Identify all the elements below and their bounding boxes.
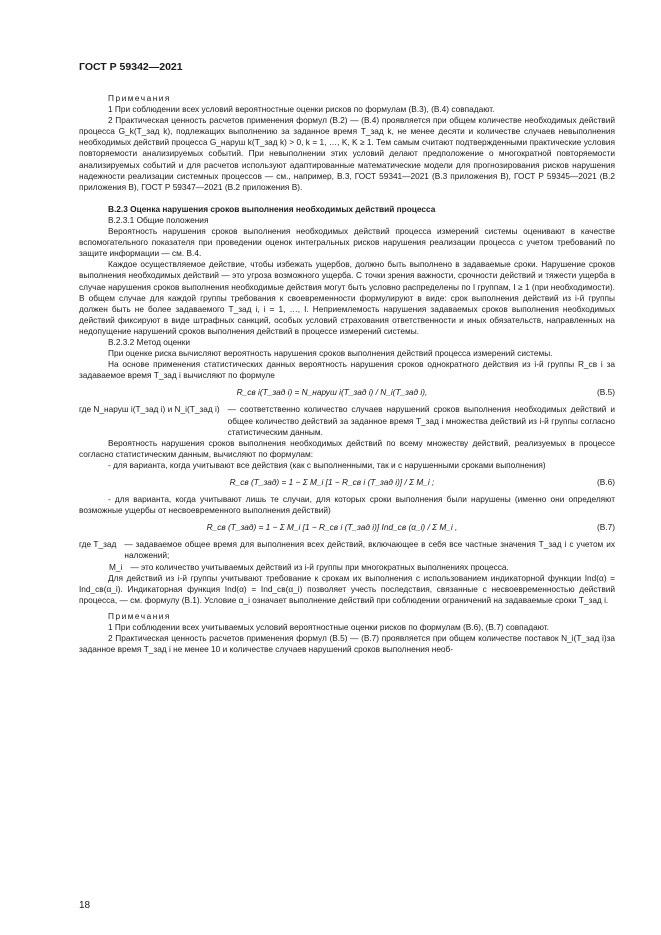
- page-number: 18: [79, 900, 91, 911]
- paragraph: Вероятность нарушения сроков выполнения необходимых действий процесса измерений системы оценивают в качестве вспомогательного показателя при проведении оценок интегральных рисков нарушения реализации процесса с учетом требований по защите информации — см. В.4.: [79, 226, 615, 259]
- paragraph: - для варианта, когда учитывают лишь те случаи, для которых сроки выполнения были нарушены (именно они определяют возможные ущербы от несвоевременного выполнения действий): [79, 494, 615, 516]
- equation-number: (В.5): [597, 387, 615, 398]
- equation-body: R_св (T_зад) = 1 − Σ M_i [1 − R_св i (T_зад i)] / Σ M_i ;: [229, 477, 435, 487]
- paragraph: Вероятность нарушения сроков выполнения необходимых действий по всему множеству действий, реализуемых в процессе согласно статистическим данным, вычисляют по формулам:: [79, 437, 615, 459]
- section-title: В.2.3 Оценка нарушения сроков выполнения необходимых действий процесса: [108, 203, 436, 214]
- paragraph: При оценке риска вычисляют вероятность нарушения сроков выполнения действий процесса измерений системы.: [108, 348, 553, 359]
- where-symbol: M_i: [109, 561, 123, 572]
- where-definition: — соответственно количество случаев нарушений сроков выполнения необходимых действий и общее количество действий за заданное время T_зад i множества действий из i-й группы согласно статистическим данным.: [227, 404, 615, 437]
- equation-body: R_св i(T_зад i) = N_наруш i(T_зад i) / N_i(T_зад i),: [236, 387, 428, 398]
- equation-b7: [79, 522, 615, 533]
- where-clause: [79, 562, 615, 573]
- note-1: 1 При соблюдении всех учитываемых условий вероятностные оценки рисков по формулам (В.6), (В.7) совпадают.: [108, 622, 549, 633]
- where-clause: [79, 539, 615, 561]
- paragraph: На основе применения статистических данных вероятность нарушения сроков однократного действия из i-й группы R_св i за задаваемое время T_зад i вычисляют по формуле: [79, 359, 615, 381]
- document-header: ГОСТ Р 59342—2021: [79, 61, 183, 73]
- equation-body: R_св (T_зад) = 1 − Σ M_i [1 − R_св i (T_зад i)] Ind_св (α_i) / Σ M_i ,: [206, 522, 458, 533]
- where-definition: — это количество учитываемых действий из i-й группы при многократных выполнениях процесса.: [130, 561, 509, 572]
- subsection-title: В.2.3.2 Метод оценки: [108, 336, 190, 347]
- paragraph: - для варианта, когда учитывают все действия (как с выполненными, так и с нарушенными сроками выполнения): [108, 459, 546, 470]
- notes-title: Примечания: [108, 93, 171, 103]
- paragraph: Каждое осуществляемое действие, чтобы избежать ущербов, должно быть выполнено в задаваемые сроки. Нарушение сроков выполнения необходимых действий — это угроза возможного ущерба. С точки зрения важности, срочности действий и тяжести ущерба в случае нарушения сроков выполнения необходимые действия могут быть условно распределены по I группам, I ≥ 1 (при необходимости). В общем случае для каждой группы требования к своевременности формулируют в виде: срок выполнения действий из i-й группы должен быть не более задаваемого T_зад i, i = 1, …, I. Неприемлемость нарушения задаваемых сроков выполнения необходимых действий фиксируют в виде штрафных санкций, особых условий страхования ответственности и иных обязательств, направленных на недопущение нарушений сроков выполнения действий в процессе измерений системы.: [79, 259, 615, 336]
- where-clause: [79, 404, 615, 437]
- note-2: 2 Практическая ценность расчетов применения формул (В.2) — (В.4) проявляется при общем количестве необходимых действий процесса G_k(T_зад k), подлежащих выполнению за заданное время T_зад k, не менее десяти и количестве случаев невыполнения необходимых действий процесса G_наруш k(T_зад k) > 0, k = 1, …, K, K ≥ 1. Тем самым считают подтвержденными практические условия повторяемости анализируемых событий. При невыполнении этих условий делают предположение о многократной повторяемости анализируемых событий и для расчетов используют адаптированные математические модели для прогнозирования рисков нарушения надежности реализации системных процессов — см., например, В.3, ГОСТ 59341—2021 (В.3 приложения В), ГОСТ Р 59345—2021 (В.2 приложения В), ГОСТ Р 59347—2021 (В.2 приложения В).: [79, 115, 615, 192]
- equation-number: (В.6): [597, 477, 615, 487]
- note-2: 2 Практическая ценность расчетов применения формул (В.5) — (В.7) проявляется при общем количестве поставок N_i(T_зад i)за заданное время T_зад i не менее 10 и количестве случаев нарушений сроков выполнения необ-: [79, 633, 615, 655]
- equation-b5: [79, 387, 615, 398]
- where-symbol: где N_наруш i(T_зад i) и N_i(T_зад i): [79, 404, 220, 415]
- where-symbol: где T_зад: [79, 539, 117, 550]
- page-content: [79, 93, 615, 655]
- where-definition: — задаваемое общее время для выполнения всех действий, включающее в себя все частные значения T_зад i с учетом их наложений;: [124, 539, 615, 561]
- notes-title: Примечания: [108, 610, 171, 621]
- equation-number: (В.7): [597, 522, 615, 533]
- subsection-title: В.2.3.1 Общие положения: [108, 214, 209, 225]
- note-1: 1 При соблюдении всех условий вероятностные оценки рисков по формулам (В.3), (В.4) совпадают.: [108, 104, 495, 115]
- paragraph: Для действий из i-й группы учитывают требование к срокам их выполнения с использованием индикаторной функции Ind(α) = Ind_св(α_i). Индикаторная функция Ind(α) = Ind_св(α_i) позволяет учесть последствия, связанные с несвоевременностью действий процесса, — см. формулу (В.1). Условие α_i означает выполнение действий при соблюдении ограничений на задаваемые сроки T_зад i.: [79, 572, 615, 605]
- equation-b6: [79, 477, 615, 488]
